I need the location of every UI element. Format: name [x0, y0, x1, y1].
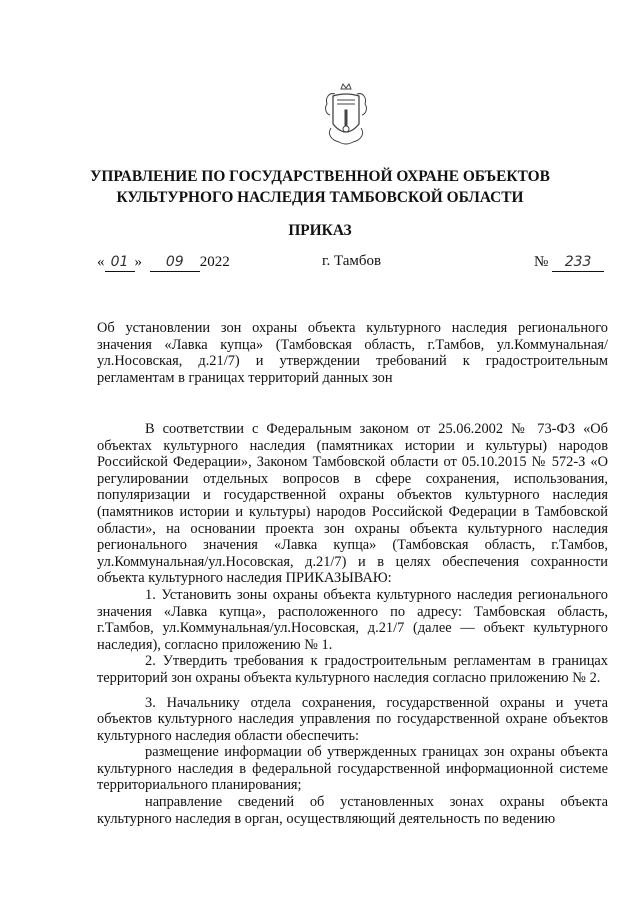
- body-paragraph: 2. Утвердить требования к градостроительным регламентам в границах территорий зон охраны объекта культурного наследия согласно приложению № 2.: [97, 653, 608, 686]
- city-label: г. Тамбов: [322, 253, 382, 269]
- date-month: 09: [150, 253, 200, 272]
- body-paragraph: В соответствии с Федеральным законом от 25.06.2002 № 73-ФЗ «Об объектах культурного наследия (памятниках истории и культуры) народов Российской Федерации», Законом Тамбовской области от 05.10.2015 № 572-З «О регулировании отдельных вопросов в сфере сохранения, использования, популяризации и государственной охраны объектов культурного наследия (памятников истории и культуры) народов Российской Федерации в Тамбовской области», на основании проекта зон охраны объекта культурного наследия регионального значения «Лавка купца» (Тамбовская область, г.Тамбов, ул.Коммунальная/ул.Носовская, д.21/7) и в целях обеспечения сохранности объекта культурного наследия ПРИКАЗЫВАЮ:: [97, 421, 608, 587]
- body-paragraph: 1. Установить зоны охраны объекта культурного наследия регионального значения «Лавка купца», расположенного по адресу: Тамбовская область, г.Тамбов, ул.Коммунальная/ул.Носовская, д.21/7 (далее — объект культурного наследия), согласно приложению № 1.: [97, 586, 608, 653]
- date-close-quote: »: [134, 254, 142, 270]
- order-body: [97, 421, 608, 827]
- body-paragraph: направление сведений об установленных зонах охраны объекта культурного наследия в орган, осуществляющий деятельность по ведению: [97, 794, 608, 827]
- date-field: [97, 253, 230, 272]
- coat-of-arms-emblem: [321, 82, 371, 148]
- order-number: [534, 253, 604, 272]
- body-paragraph: 3. Начальнику отдела сохранения, государственной охраны и учета объектов культурного наследия управления по государственной охране объектов культурного наследия области обеспечить:: [97, 694, 608, 744]
- date-day: 01: [105, 253, 135, 272]
- number-value: 233: [552, 253, 604, 272]
- heading-line-1: УПРАВЛЕНИЕ ПО ГОСУДАРСТВЕННОЙ ОХРАНЕ ОБЪЕКТОВ: [90, 168, 550, 185]
- number-sign: №: [534, 254, 549, 270]
- body-paragraph: размещение информации об утвержденных границах зон охраны объекта культурного наследия в федеральной государственной информационной системе территориального планирования;: [97, 744, 608, 794]
- order-subject: Об установлении зон охраны объекта культурного наследия регионального значения «Лавка купца» (Тамбовская область, г.Тамбов, ул.Коммунальная/ул.Носовская, д.21/7) и утверждении требований к градостроительным регламентам в границах территорий данных зон: [97, 320, 608, 386]
- date-number-line: [0, 253, 640, 277]
- date-year: 2022: [199, 254, 230, 270]
- document-type-title: ПРИКАЗ: [288, 222, 352, 239]
- date-open-quote: «: [97, 254, 105, 270]
- heading-line-2: КУЛЬТУРНОГО НАСЛЕДИЯ ТАМБОВСКОЙ ОБЛАСТИ: [116, 189, 524, 206]
- department-heading: [60, 166, 580, 208]
